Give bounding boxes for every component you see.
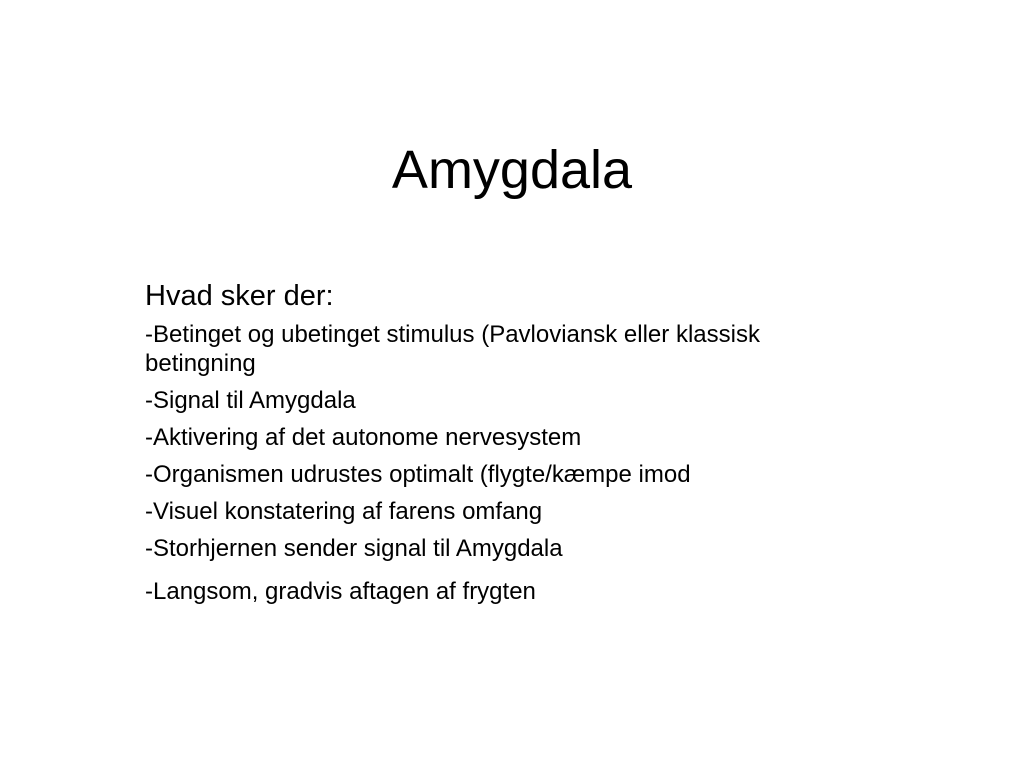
bullet-list bbox=[145, 320, 865, 606]
body-heading: Hvad sker der: bbox=[145, 280, 334, 312]
bullet-item: -Visuel konstatering af farens omfang bbox=[145, 498, 543, 525]
slide-title: Amygdala bbox=[391, 140, 633, 200]
slide-body bbox=[145, 278, 865, 614]
bullet-item: -Betinget og ubetinget stimulus (Pavloviansk eller klassisk betingning bbox=[145, 321, 760, 377]
bullet-item: -Aktivering af det autonome nervesystem bbox=[145, 424, 582, 451]
bullet-item: -Langsom, gradvis aftagen af frygten bbox=[145, 578, 536, 605]
bullet-item: -Signal til Amygdala bbox=[145, 387, 356, 414]
bullet-item: -Storhjernen sender signal til Amygdala bbox=[145, 535, 563, 562]
bullet-item: -Organismen udrustes optimalt (flygte/kæmpe imod bbox=[145, 461, 691, 488]
